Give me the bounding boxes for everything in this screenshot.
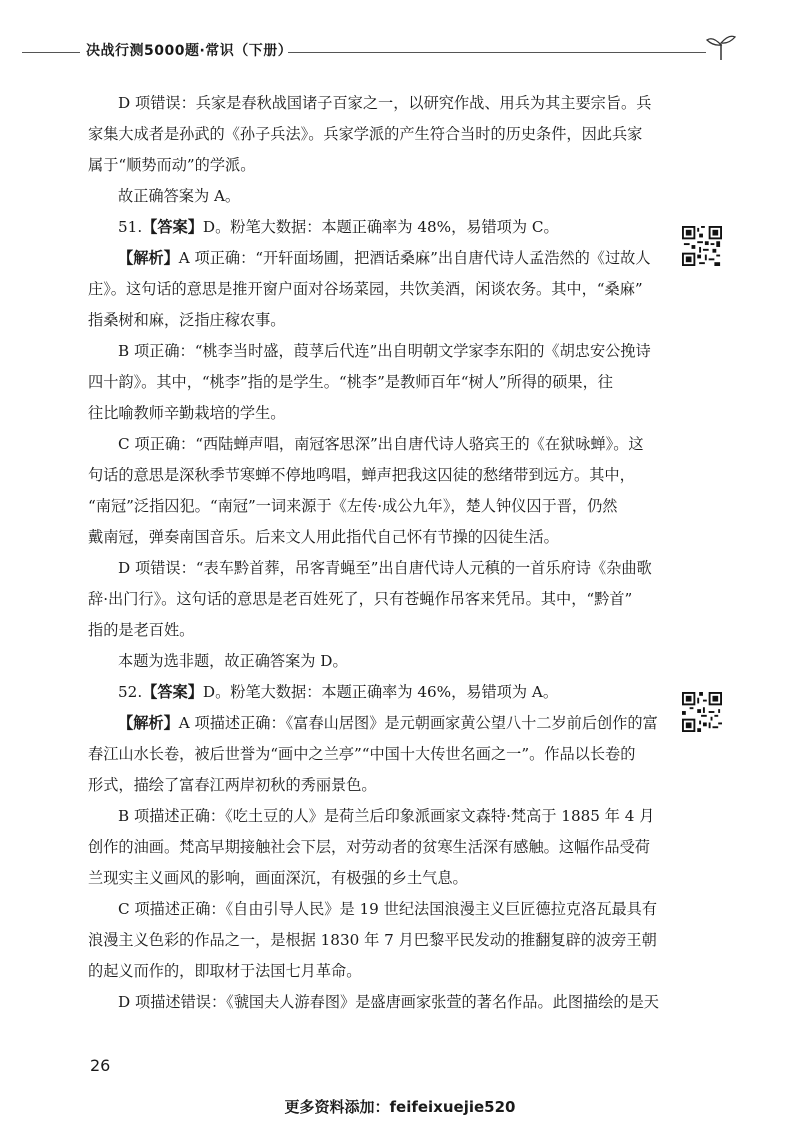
sprout-icon (705, 32, 737, 62)
text-line: 指的是老百姓。 (88, 621, 195, 639)
footer-note: 更多资料添加：feifeixuejie520 (284, 1098, 516, 1116)
paragraph-51-analysis-a (88, 243, 662, 336)
answer-conclusion: 故正确答案为 A。 (118, 187, 241, 205)
paragraph-d-bingjia (88, 88, 662, 181)
answer-text: D。粉笔大数据：本题正确率为 48%，易错项为 C。 (202, 218, 559, 236)
text-line: 辞·出门行》。这句话的意思是老百姓死了，只有苍蝇作吊客来凭吊。其中，“黔首” (88, 590, 633, 608)
text-line: D 项描述错误：《虢国夫人游春图》是盛唐画家张萱的著名作品。此图描绘的是天 (118, 993, 659, 1011)
running-header (0, 32, 800, 72)
text-line (88, 243, 662, 274)
paragraph-51-d (88, 553, 662, 646)
question-number: 52. (118, 683, 143, 701)
text-line: 兰现实主义画风的影响，画面深沉，有极强的乡土气息。 (88, 869, 468, 887)
text-line: 形式，描绘了富春江两岸初秋的秀丽景色。 (88, 776, 377, 794)
text-line: B 项正确：“桃李当时盛，葭莩后代连”出自明朝文学家李东阳的《胡忠安公挽诗 (118, 342, 651, 360)
text-line: 创作的油画。梵高早期接触社会下层，对劳动者的贫寒生活深有感触。这幅作品受荷 (88, 838, 650, 856)
page-body (88, 88, 662, 1018)
text-line: “南冠”泛指囚犯。“南冠”一词来源于《左传·成公九年》，楚人钟仪囚于晋，仍然 (88, 497, 618, 515)
text-line: B 项描述正确：《吃土豆的人》是荷兰后印象派画家文森特·梵高于 1885 年 4 月 (118, 807, 655, 825)
answer-conclusion: 本题为选非题，故正确答案为 D。 (118, 652, 348, 670)
answer-tag: 【答案】 (142, 683, 203, 701)
text-line: D 项错误：“表车黔首葬，吊客青蝇至”出自唐代诗人元稹的一首乐府诗《杂曲歌 (118, 559, 652, 577)
paragraph-52-b (88, 801, 662, 894)
question-51-answer (88, 212, 662, 243)
text-span: A 项描述正确：《富春山居图》是元朝画家黄公望八十二岁前后创作的富 (178, 714, 658, 732)
text-line: 四十韵》。其中，“桃李”指的是学生。“桃李”是教师百年“树人”所得的硕果，往 (88, 373, 613, 391)
page-number: 26 (90, 1056, 111, 1075)
answer-text: D。粉笔大数据：本题正确率为 46%，易错项为 A。 (202, 683, 559, 701)
analysis-tag: 【解析】 (118, 249, 179, 267)
text-line: 家集大成者是孙武的《孙子兵法》。兵家学派的产生符合当时的历史条件，因此兵家 (88, 125, 643, 143)
text-line: 往比喻教师辛勤栽培的学生。 (88, 404, 286, 422)
text-line: C 项描述正确：《自由引导人民》是 19 世纪法国浪漫主义巨匠德拉克洛瓦最具有 (118, 900, 658, 918)
book-title: 决战行测5000题·常识（下册） (86, 43, 293, 59)
paragraph-51-c (88, 429, 662, 553)
text-line: 指桑树和麻，泛指庄稼农事。 (88, 311, 286, 329)
text-line: C 项正确：“西陆蝉声唱，南冠客思深”出自唐代诗人骆宾王的《在狱咏蝉》。这 (118, 435, 644, 453)
paragraph-52-d (88, 987, 662, 1018)
analysis-tag: 【解析】 (118, 714, 179, 732)
text-span: A 项正确：“开轩面场圃，把酒话桑麻”出自唐代诗人孟浩然的《过故人 (178, 249, 651, 267)
qr-code-icon[interactable] (682, 692, 722, 732)
text-line: 庄》。这句话的意思是推开窗户面对谷场菜园，共饮美酒，闲谈农务。其中，“桑麻” (88, 280, 643, 298)
header-rule-right (288, 52, 706, 53)
qr-code-icon[interactable] (682, 226, 722, 266)
text-line: 的起义而作的，即取材于法国七月革命。 (88, 962, 362, 980)
text-line (88, 708, 662, 739)
text-line: D 项错误：兵家是春秋战国诸子百家之一，以研究作战、用兵为其主要宗旨。兵 (118, 94, 652, 112)
answer-tag: 【答案】 (142, 218, 203, 236)
question-52-answer (88, 677, 662, 708)
text-line: 春江山水长卷，被后世誉为“画中之兰亭”“中国十大传世名画之一”。作品以长卷的 (88, 745, 636, 763)
text-line: 浪漫主义色彩的作品之一，是根据 1830 年 7 月巴黎平民发动的推翻复辟的波旁王朝 (88, 931, 657, 949)
question-number: 51. (118, 218, 143, 236)
paragraph-52-c (88, 894, 662, 987)
paragraph-52-analysis-a (88, 708, 662, 801)
text-line: 戴南冠，弹奏南国音乐。后来文人用此指代自己怀有节操的囚徒生活。 (88, 528, 559, 546)
header-rule-left (22, 52, 80, 53)
text-line: 句话的意思是深秋季节寒蝉不停地鸣唱，蝉声把我这囚徒的愁绪带到远方。其中， (88, 466, 635, 484)
paragraph-51-b (88, 336, 662, 429)
text-line: 属于“顺势而动”的学派。 (88, 156, 256, 174)
